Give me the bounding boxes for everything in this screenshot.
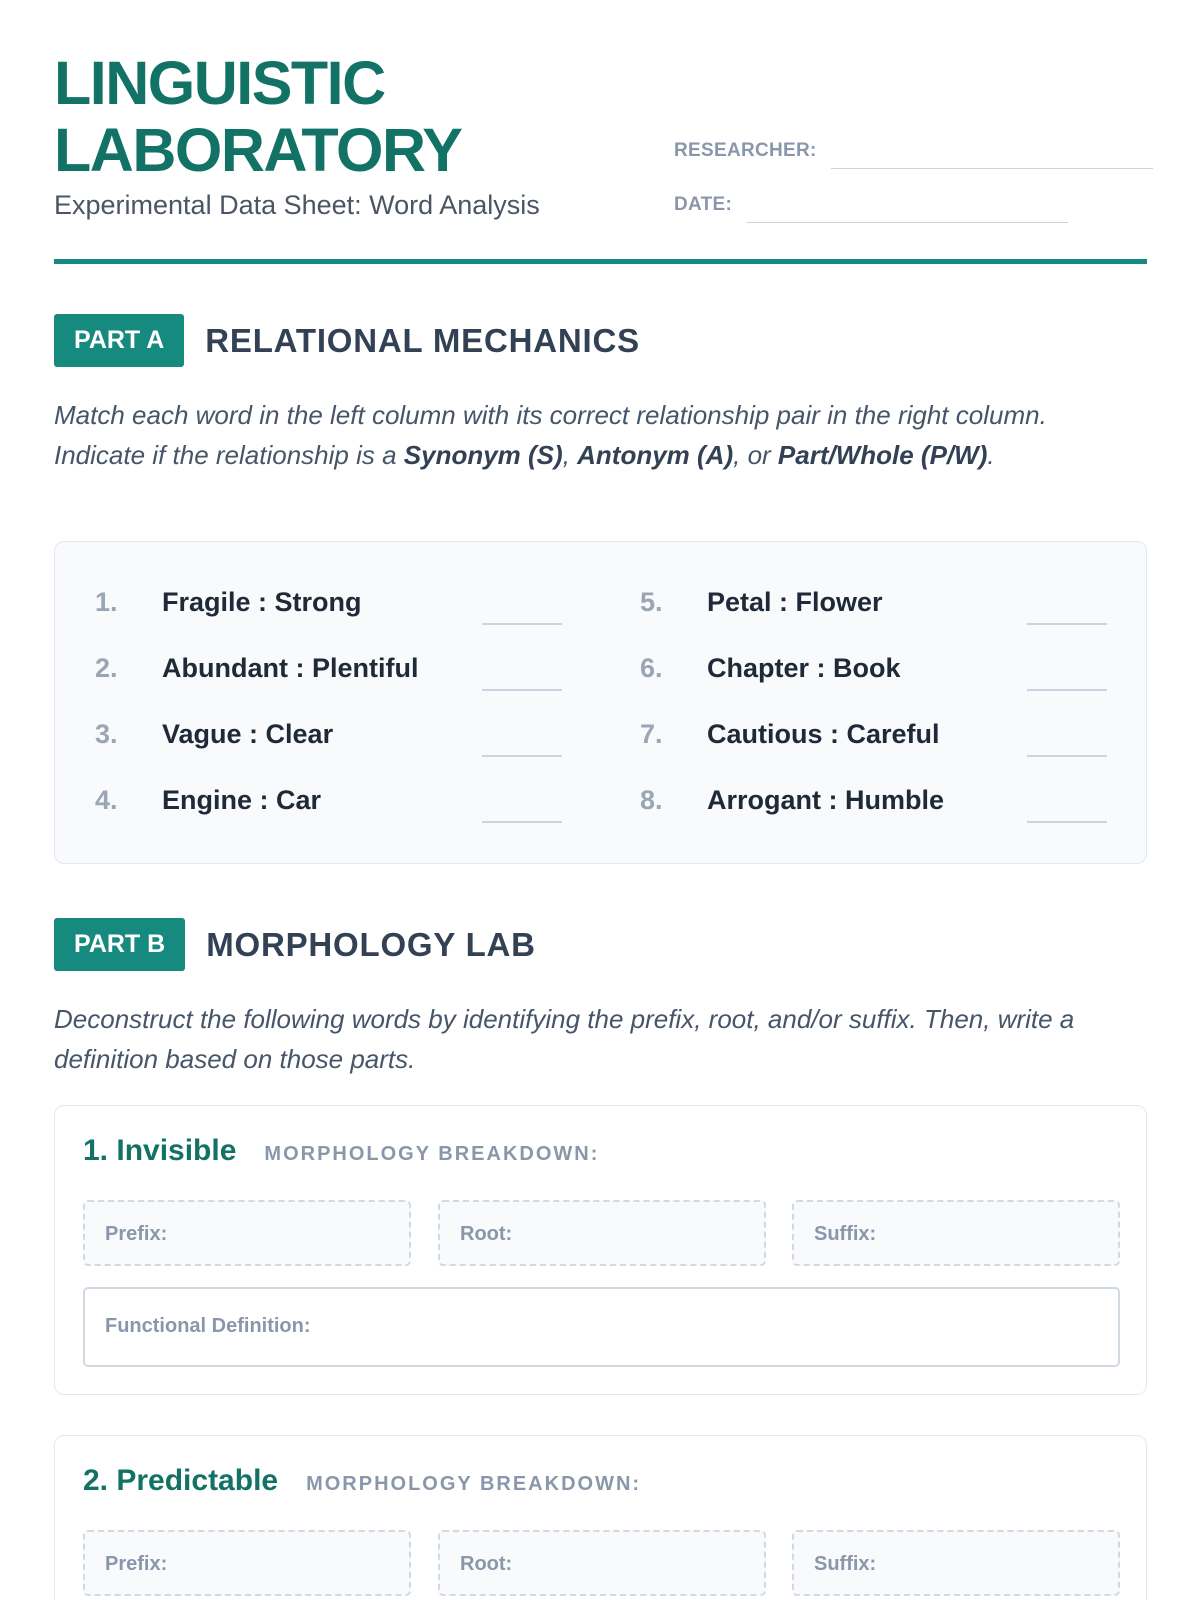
word-title: 1. Invisible bbox=[83, 1134, 237, 1167]
date-field[interactable] bbox=[674, 194, 1068, 216]
match-item bbox=[640, 653, 1107, 693]
match-item bbox=[640, 719, 1107, 759]
prefix-label: Prefix: bbox=[105, 1553, 168, 1575]
answer-blank[interactable] bbox=[482, 689, 562, 691]
match-pair: Petal : Flower bbox=[707, 587, 883, 617]
sheet-header bbox=[54, 0, 1147, 264]
suffix-label: Suffix: bbox=[814, 1223, 877, 1245]
match-pair: Arrogant : Humble bbox=[707, 785, 945, 815]
page-subtitle: Experimental Data Sheet: Word Analysis bbox=[54, 190, 540, 220]
suffix-box[interactable] bbox=[792, 1530, 1120, 1596]
part-a-badge: PART A bbox=[54, 314, 184, 367]
answer-blank[interactable] bbox=[1027, 755, 1107, 757]
title-line-2: LABORATORY bbox=[54, 116, 462, 184]
match-number: 2. bbox=[95, 653, 118, 683]
breakdown-label: MORPHOLOGY BREAKDOWN: bbox=[306, 1473, 642, 1495]
match-number: 5. bbox=[640, 587, 663, 617]
match-number: 4. bbox=[95, 785, 118, 815]
answer-blank[interactable] bbox=[482, 821, 562, 823]
match-number: 3. bbox=[95, 719, 118, 749]
card-header bbox=[83, 1464, 641, 1498]
answer-blank[interactable] bbox=[1027, 623, 1107, 625]
answer-blank[interactable] bbox=[482, 755, 562, 757]
part-whole-term: Part/Whole (P/W) bbox=[777, 440, 988, 470]
answer-blank[interactable] bbox=[482, 623, 562, 625]
part-a-title: RELATIONAL MECHANICS bbox=[205, 321, 640, 359]
date-input-line[interactable] bbox=[746, 222, 1068, 223]
date-label: DATE: bbox=[674, 194, 733, 215]
match-item bbox=[95, 719, 562, 759]
match-item bbox=[640, 587, 1107, 627]
root-box[interactable] bbox=[438, 1530, 766, 1596]
part-b-header bbox=[54, 918, 536, 971]
page-title bbox=[54, 50, 461, 184]
part-a-instructions: Match each word in the left column with its correct relationship pair in the right column. Indicate if the relationship is a Synonym (S), Antonym (A), or Part/Whole (P/W). bbox=[54, 400, 1047, 470]
match-number: 1. bbox=[95, 587, 118, 617]
researcher-input-line[interactable] bbox=[831, 168, 1153, 169]
title-line-1: LINGUISTIC bbox=[54, 49, 385, 117]
suffix-label: Suffix: bbox=[814, 1553, 877, 1575]
definition-box[interactable] bbox=[83, 1287, 1120, 1367]
part-b-instructions: Deconstruct the following words by identifying the prefix, root, and/or suffix. Then, write a definition based on those parts. bbox=[54, 1004, 1075, 1074]
part-a-header bbox=[54, 314, 640, 367]
data-sheet-page bbox=[54, 0, 1147, 1575]
match-item bbox=[95, 587, 562, 627]
answer-blank[interactable] bbox=[1027, 821, 1107, 823]
match-pair: Cautious : Careful bbox=[707, 719, 940, 749]
match-item bbox=[95, 653, 562, 693]
researcher-field[interactable] bbox=[674, 140, 1153, 162]
suffix-box[interactable] bbox=[792, 1200, 1120, 1266]
definition-label: Functional Definition: bbox=[105, 1315, 311, 1337]
match-pair: Abundant : Plentiful bbox=[162, 653, 419, 683]
card-header bbox=[83, 1134, 599, 1168]
root-label: Root: bbox=[460, 1553, 513, 1575]
match-pair: Fragile : Strong bbox=[162, 587, 362, 617]
researcher-label: RESEARCHER: bbox=[674, 140, 817, 161]
match-pair: Vague : Clear bbox=[162, 719, 334, 749]
prefix-box[interactable] bbox=[83, 1200, 411, 1266]
matching-panel bbox=[54, 541, 1147, 864]
synonym-term: Synonym (S) bbox=[403, 440, 563, 470]
antonym-term: Antonym (A) bbox=[577, 440, 734, 470]
answer-blank[interactable] bbox=[1027, 689, 1107, 691]
prefix-box[interactable] bbox=[83, 1530, 411, 1596]
part-b-title: MORPHOLOGY LAB bbox=[206, 925, 536, 963]
match-number: 6. bbox=[640, 653, 663, 683]
root-box[interactable] bbox=[438, 1200, 766, 1266]
match-item bbox=[95, 785, 562, 825]
match-item bbox=[640, 785, 1107, 825]
root-label: Root: bbox=[460, 1223, 513, 1245]
breakdown-label: MORPHOLOGY BREAKDOWN: bbox=[264, 1143, 600, 1165]
morphology-card bbox=[54, 1105, 1147, 1395]
part-b-badge: PART B bbox=[54, 918, 185, 971]
morphology-card bbox=[54, 1435, 1147, 1600]
match-pair: Engine : Car bbox=[162, 785, 322, 815]
match-number: 8. bbox=[640, 785, 663, 815]
match-pair: Chapter : Book bbox=[707, 653, 901, 683]
word-title: 2. Predictable bbox=[83, 1464, 279, 1497]
prefix-label: Prefix: bbox=[105, 1223, 168, 1245]
match-number: 7. bbox=[640, 719, 663, 749]
